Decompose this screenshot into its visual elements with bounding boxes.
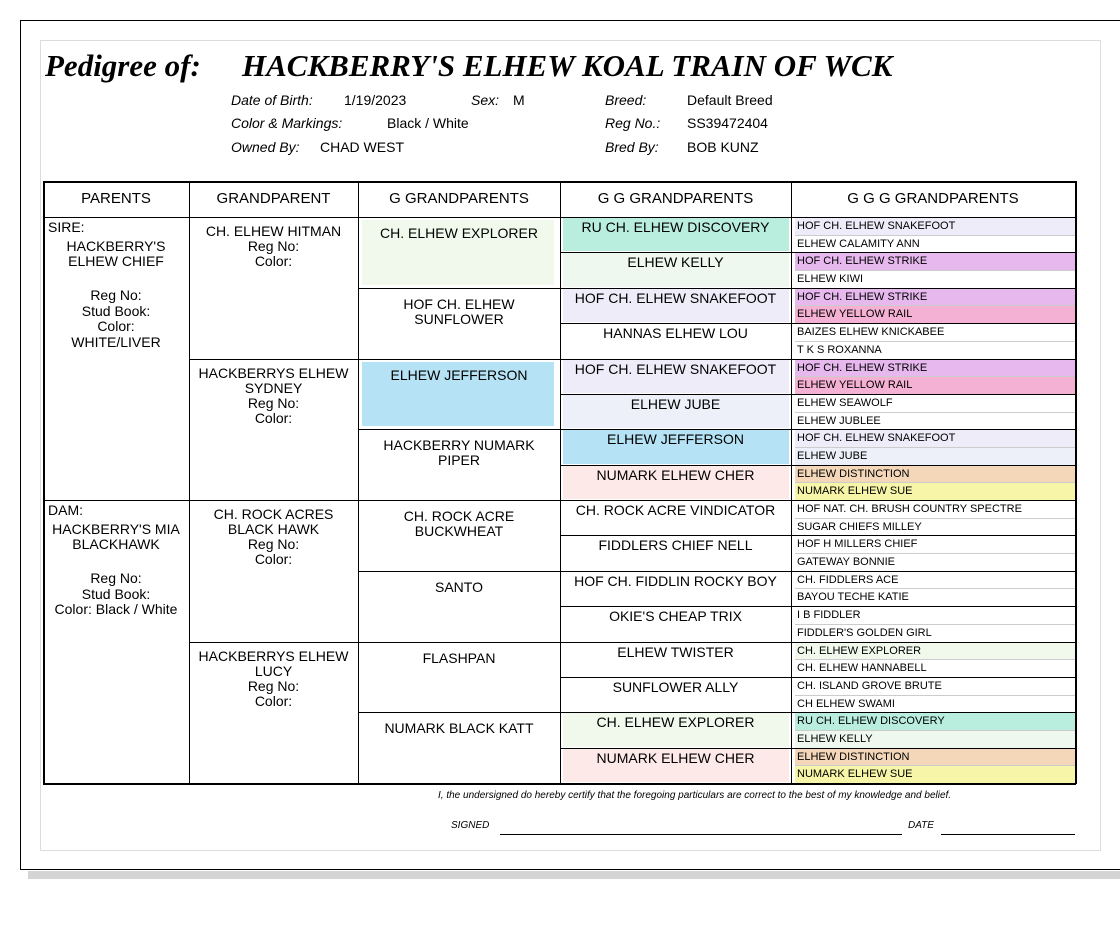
gg-grandparent-name: HANNAS ELHEW LOU [603,325,748,342]
row-divider [560,500,1075,501]
ggg-grandparent-name: BAIZES ELHEW KNICKABEE [795,324,1075,341]
column-header: G G G GRANDPARENTS [847,190,1019,207]
dam-label: DAM: [48,502,83,518]
grandparent-name: CH. ROCK ACRES BLACK HAWK [213,506,334,537]
reg-label: Reg No.: [605,115,661,131]
row-divider [560,359,1075,360]
row-divider [560,748,1075,749]
ggg-grandparent-name: CH. ISLAND GROVE BRUTE [795,678,1075,695]
ggg-grandparent-name: FIDDLER'S GOLDEN GIRL [795,625,1075,642]
gg-grandparent-name: HOF CH. ELHEW SNAKEFOOT [574,360,777,377]
dog-name: HACKBERRY'S ELHEW KOAL TRAIN OF WCK [242,48,893,83]
row-divider [560,465,1075,466]
gg-grandparent-name: RU CH. ELHEW DISCOVERY [581,219,770,235]
ggg-grandparent-name: HOF H MILLERS CHIEF [795,536,1075,553]
column-header: GRANDPARENT [216,190,331,207]
breed-label: Breed: [605,92,647,108]
owner-value: CHAD WEST [320,139,404,155]
dob-value: 1/19/2023 [344,92,407,108]
title-label: Pedigree of: [45,48,201,83]
row-divider [560,712,1075,713]
ggg-grandparent-name: NUMARK ELHEW SUE [795,483,1075,500]
gg-grandparent-name: NUMARK ELHEW CHER [596,466,755,483]
gg-grandparent-name: NUMARK ELHEW CHER [596,749,755,766]
ggg-grandparent-name: CH. ELHEW HANNABELL [795,660,1075,677]
gg-grandparent-name: FIDDLERS CHIEF NELL [598,537,753,554]
grandparent-name: HACKBERRYS ELHEW LUCY [198,647,349,679]
gg-grandparent-name: OKIE'S CHEAP TRIX [609,608,742,625]
ggg-grandparent-name: NUMARK ELHEW SUE [795,766,1075,783]
ggg-grandparent-name: RU CH. ELHEW DISCOVERY [795,713,1075,730]
grandparent-reg: Reg No: [247,238,300,254]
grandparent-reg: Reg No: [247,394,300,411]
ggg-grandparent-name: CH. FIDDLERS ACE [795,572,1075,589]
ggg-grandparent-name: ELHEW YELLOW RAIL [795,306,1075,323]
gg-grandparent-name: HOF CH. ELHEW SNAKEFOOT [574,289,777,306]
grandparent-color: Color: [254,692,293,709]
g-grandparent-name: HACKBERRY NUMARK PIPER [383,437,535,469]
signature-line [500,834,902,835]
gg-grandparent-name: ELHEW TWISTER [617,643,734,660]
dob-label: Date of Birth: [231,92,313,108]
ggg-grandparent-name: ELHEW SEAWOLF [795,395,1075,412]
grandparent-color: Color: [254,409,293,426]
sex-value: M [513,92,525,108]
sire-label: SIRE: [48,219,85,235]
gg-grandparent-name: ELHEW JUBE [630,395,721,412]
breeder-label: Bred By: [605,139,659,155]
column-header: G GRANDPARENTS [389,190,529,207]
ggg-grandparent-name: HOF CH. ELHEW SNAKEFOOT [795,430,1075,447]
ggg-grandparent-name: HOF CH. ELHEW STRIKE [795,253,1075,270]
ggg-grandparent-name: CH ELHEW SWAMI [795,696,1075,713]
g-grandparent-name: HOF CH. ELHEW SUNFLOWER [403,295,515,327]
gg-grandparent-name: HOF CH. FIDDLIN ROCKY BOY [574,572,777,589]
ggg-grandparent-name: ELHEW KIWI [795,271,1075,288]
row-divider [560,571,1075,572]
ggg-grandparent-name: HOF CH. ELHEW SNAKEFOOT [795,218,1075,235]
grandparent-reg: Reg No: [247,677,300,694]
column-divider [791,181,792,784]
column-divider [1075,181,1077,784]
certification-text: I, the undersigned do hereby certify that the foregoing particulars are correct to the best of my knowledge and belief. [438,790,952,801]
sire-name: HACKBERRY'S ELHEW CHIEF [66,238,166,269]
sire-detail: WHITE/LIVER [71,333,161,350]
signed-label: SIGNED [451,820,490,831]
ggg-grandparent-name: ELHEW YELLOW RAIL [795,377,1075,394]
ggg-grandparent-name: HOF CH. ELHEW STRIKE [795,289,1075,306]
breed-value: Default Breed [687,92,773,108]
gg-grandparent-name: CH. ELHEW EXPLORER [596,714,755,731]
ggg-grandparent-name: CH. ELHEW EXPLORER [795,643,1075,660]
owner-label: Owned By: [231,139,300,155]
column-divider [560,181,561,784]
gg-grandparent-name: ELHEW JEFFERSON [607,431,744,448]
gg-grandparent-name: CH. ROCK ACRE VINDICATOR [575,502,776,518]
grandparent-reg: Reg No: [247,536,300,552]
grandparent-color: Color: [254,253,293,269]
row-divider [560,535,1075,536]
color-label: Color & Markings: [231,115,343,131]
ggg-grandparent-name: ELHEW CALAMITY ANN [795,236,1075,253]
grandparent-name: CH. ELHEW HITMAN [205,223,342,239]
grandparent-name: HACKBERRYS ELHEW SYDNEY [198,364,349,396]
row-divider [560,323,1075,324]
g-grandparent-name: ELHEW JEFFERSON [390,366,528,383]
breeder-value: BOB KUNZ [687,139,759,155]
date-label: DATE [908,820,934,831]
ggg-grandparent-name: ELHEW DISTINCTION [795,749,1075,766]
color-value: Black / White [387,115,469,131]
reg-value: SS39472404 [687,115,768,131]
sire-detail: Color: [97,318,135,334]
ggg-grandparent-name: HOF NAT. CH. BRUSH COUNTRY SPECTRE [795,501,1075,518]
dam-detail: Stud Book: [81,585,151,602]
sire-detail: Reg No: [90,287,142,303]
ggg-grandparent-name: ELHEW JUBE [795,448,1075,465]
ggg-grandparent-name: GATEWAY BONNIE [795,554,1075,571]
ggg-grandparent-name: ELHEW DISTINCTION [795,466,1075,483]
column-header: PARENTS [81,190,151,207]
column-divider [358,181,359,784]
grandparent-color: Color: [254,551,293,567]
row-divider [560,677,1075,678]
column-header: G G GRANDPARENTS [597,190,754,207]
row-divider [560,288,1075,289]
row-divider [560,394,1075,395]
ggg-grandparent-name: SUGAR CHIEFS MILLEY [795,519,1075,536]
dam-detail: Color: Black / White [54,601,178,617]
ggg-grandparent-name: BAYOU TECHE KATIE [795,589,1075,606]
row-divider [560,252,1075,253]
gg-grandparent-name: ELHEW KELLY [627,254,724,271]
gg-grandparent-name: SUNFLOWER ALLY [612,678,739,695]
g-grandparent-name: FLASHPAN [422,649,496,666]
page-shadow [28,871,1120,879]
column-divider [43,181,45,784]
ggg-grandparent-name: I B FIDDLER [795,607,1075,624]
dam-detail: Reg No: [90,570,142,586]
row-divider [560,642,1075,643]
row-divider [560,429,1075,430]
ggg-grandparent-name: ELHEW KELLY [795,731,1075,748]
g-grandparent-name: CH. ROCK ACRE BUCKWHEAT [403,508,515,539]
ggg-grandparent-name: HOF CH. ELHEW STRIKE [795,360,1075,377]
g-grandparent-name: CH. ELHEW EXPLORER [380,225,538,241]
ggg-grandparent-name: T K S ROXANNA [795,342,1075,359]
row-divider [560,606,1075,607]
g-grandparent-name: SANTO [435,578,483,595]
sex-label: Sex: [471,92,500,108]
ggg-grandparent-name: ELHEW JUBLEE [795,413,1075,430]
g-grandparent-name: NUMARK BLACK KATT [384,720,534,737]
date-line [941,834,1075,835]
sire-detail: Stud Book: [81,302,151,319]
dam-name: HACKBERRY'S MIA BLACKHAWK [52,521,180,552]
